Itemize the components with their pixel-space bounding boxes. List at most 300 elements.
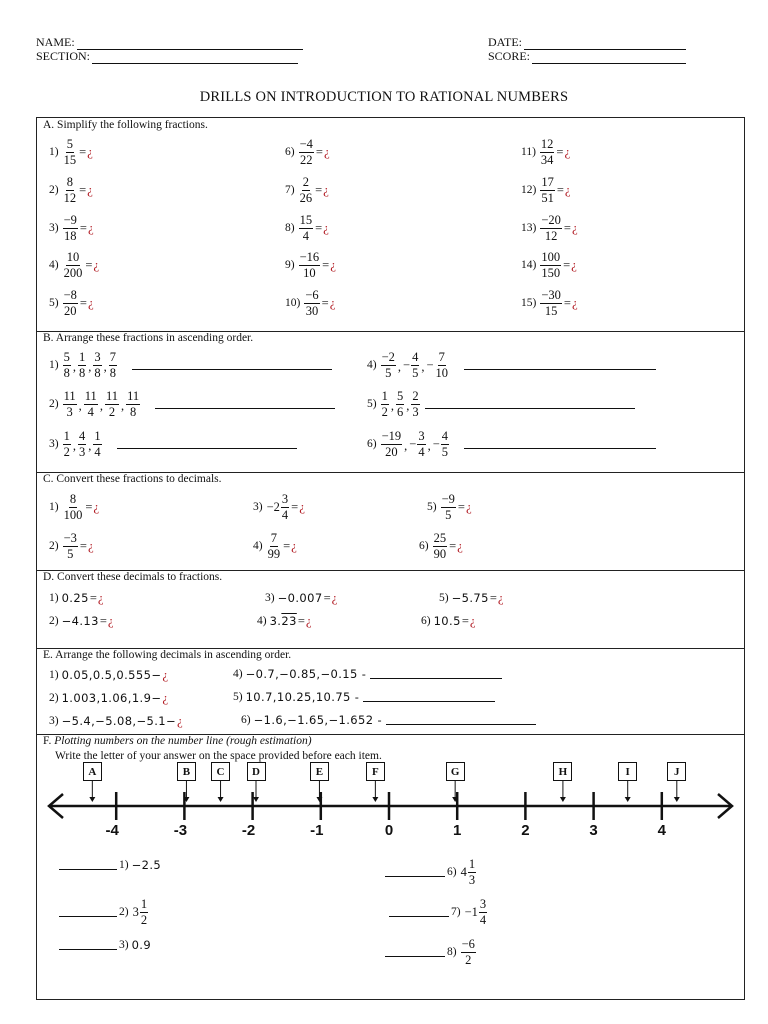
numerator: 11 [127,389,140,403]
answer-mark[interactable]: ¿ [329,295,336,310]
answer-mark[interactable]: ¿ [299,499,305,514]
minus-sign: − [432,436,440,451]
item-number: 2) [49,540,59,552]
denominator: 3 [468,872,476,887]
simplify-item [285,251,336,279]
numerator: 15 [299,213,313,227]
denominator: 12 [63,190,77,205]
section-f-instruction: Write the letter of your answer on the space provided before each item. [55,750,382,762]
fraction [540,138,555,166]
score-field[interactable] [488,49,686,64]
order-item [49,390,335,418]
item-number: 15) [521,297,537,309]
item-number: 5) [49,297,59,309]
denominator: 8 [94,365,101,380]
decimal-item [253,532,297,560]
separator: , [427,439,431,453]
equals-sign: = [79,220,87,235]
item-number: 6) [447,866,457,878]
fraction-item [49,590,104,606]
equals-sign: = [323,590,331,605]
item-number: 2) [49,398,59,410]
fraction [299,251,321,279]
plot-item [389,898,488,926]
equals-sign: = [79,144,87,159]
marker-box: G [446,762,465,781]
answer-line[interactable] [385,867,445,877]
answer-mark[interactable]: ¿ [87,182,93,197]
item-number: 6) [421,615,431,627]
denominator: 20 [385,444,398,459]
denominator: 5 [441,444,449,459]
section-b-title: B. Arrange these fractions in ascending order. [43,332,254,344]
equals-sign: = [99,613,107,628]
minus-sign: − [426,357,434,372]
simplify-item [49,214,94,242]
marker-arrowhead [674,797,680,802]
separator: , [99,399,103,413]
answer-mark[interactable]: ¿ [465,499,472,514]
fraction [63,532,78,560]
answer-line[interactable] [370,669,502,679]
numerator: 1 [78,350,86,364]
answer-mark[interactable]: ¿ [457,538,463,553]
numerator: 17 [541,175,554,189]
numerator: −16 [299,250,320,264]
decimal-order-item [49,713,183,729]
item-number: 3) [49,438,59,450]
marker-box: J [667,762,686,781]
equals-sign: = [291,499,299,514]
answer-mark[interactable]: ¿ [305,613,312,628]
item-number: 11) [521,146,536,158]
numerator: −20 [541,213,561,227]
worksheet [36,117,745,1000]
fraction [299,176,314,204]
denominator: 2 [63,444,70,459]
answer-mark[interactable]: ¿ [469,613,476,628]
answer-mark[interactable]: ¿ [93,499,100,514]
fraction [435,351,450,379]
decimal-value: 10.5 [433,614,461,628]
denominator: 99 [267,546,281,561]
numerator: 8 [66,175,73,189]
equals-sign: = [563,220,571,235]
marker-arrowhead [625,797,631,802]
denominator: 5 [445,507,452,522]
denominator: 200 [63,265,83,280]
section-f-prefix: F. [43,735,52,747]
fraction-item [421,613,476,629]
decimal-value: 3. [269,614,282,628]
answer-mark[interactable]: ¿ [87,220,94,235]
numerator: 7 [109,350,116,364]
plot-item [385,938,477,966]
separator: , [404,439,408,453]
date-field[interactable] [488,35,686,50]
item-number: 2) [119,906,129,918]
fraction [381,351,396,379]
denominator: 3 [66,404,73,419]
section-f-title-italic: Plotting numbers on the number line (rough estimation) [54,735,312,747]
denominator: 34 [540,152,554,167]
denominator: 5 [67,546,74,561]
answer-mark[interactable]: ¿ [177,713,183,728]
answer-line[interactable] [386,715,536,725]
fraction [381,390,389,418]
denominator: 22 [300,152,313,167]
numerator: −6 [461,937,475,951]
decimal-order-item [49,667,168,683]
order-item [49,430,297,458]
denominator: 15 [63,152,77,167]
simplify-item [49,289,94,317]
fraction [63,289,78,317]
decimal-item [49,493,99,521]
answer-line[interactable] [389,907,449,917]
numerator: 1 [468,857,476,871]
fraction [433,532,448,560]
fraction [479,898,487,926]
numerator: 4 [412,350,419,364]
numerator: −3 [63,531,77,545]
fraction [540,214,562,242]
answer-mark[interactable]: ¿ [497,590,504,605]
marker-box: D [247,762,266,781]
numerator: 1 [94,429,101,443]
decimal-item [419,532,463,560]
order-item [367,351,656,379]
order-item [367,390,635,418]
fraction [381,430,403,458]
separator: , [421,360,425,374]
answer-mark[interactable]: ¿ [571,220,578,235]
fraction [540,176,555,204]
marker-arrowhead [253,797,259,802]
numerator: −9 [441,492,455,506]
numerator: 4 [78,429,86,443]
item-number: 7) [451,906,461,918]
fraction [468,858,476,886]
fraction [84,390,98,418]
fraction [540,251,561,279]
decimal-item [427,493,472,521]
answer-mark[interactable]: ¿ [564,144,571,159]
numerator: 3 [281,492,289,506]
tick-label: 0 [384,822,394,839]
item-number: 7) [285,184,295,196]
numerator: 5 [66,137,73,151]
equals-sign: = [79,295,87,310]
answer-line[interactable] [464,439,656,449]
denominator: 15 [544,303,558,318]
numerator: 11 [84,389,97,403]
fraction [109,351,117,379]
denominator: 3 [78,444,86,459]
item-number: 9) [285,259,295,271]
simplify-item [285,289,336,317]
simplify-item [285,176,329,204]
answer-line[interactable] [59,860,117,870]
denominator: 51 [541,190,554,205]
item-number: 8) [285,222,295,234]
item-number: 4) [257,615,267,627]
numerator: 3 [479,897,487,911]
answer-line[interactable] [117,439,297,449]
answer-mark[interactable]: ¿ [323,144,330,159]
simplify-item [521,289,578,317]
marker-arrowhead [89,797,95,802]
denominator: 12 [544,228,558,243]
answer-line[interactable] [132,360,332,370]
denominator: 20 [64,303,77,318]
denominator: 100 [63,507,83,522]
decimal-list: 0.05,0.5,0.555− [61,668,162,682]
numerator: −2 [381,350,395,364]
simplify-item [521,251,577,279]
marker-arrowhead [372,797,378,802]
section-label: SECTION: [36,49,90,63]
whole-part: −1 [464,904,478,919]
denominator: 8 [63,365,70,380]
fraction [267,532,282,560]
fraction [93,351,101,379]
simplify-item [49,176,93,204]
marker-arrowhead [218,797,224,802]
numerator: 2 [302,175,309,189]
denominator: 150 [541,265,561,280]
equals-sign: = [79,538,87,553]
fraction-item [265,590,337,606]
numerator: 5 [396,389,404,403]
answer-mark[interactable]: ¿ [571,257,577,272]
answer-mark[interactable]: ¿ [564,182,571,197]
fraction [140,898,148,926]
whole-part: 4 [460,864,467,879]
answer-line[interactable] [59,907,117,917]
whole-part: −2 [266,499,280,514]
denominator: 4 [281,507,289,522]
item-number: 3) [253,501,263,513]
denominator: 18 [64,228,77,243]
denominator: 26 [299,190,313,205]
answer-mark[interactable]: ¿ [107,613,114,628]
tick-label: -4 [105,822,119,839]
answer-mark[interactable]: ¿ [162,690,169,705]
numerator: −6 [305,288,319,302]
answer-mark[interactable]: ¿ [323,220,329,235]
decimal-list: 10.7,10.25,10.75 - [245,690,360,704]
item-number: 4) [49,259,59,271]
answer-mark[interactable]: ¿ [291,538,297,553]
decimal-item [253,493,305,521]
numerator: 12 [540,137,554,151]
section-d-title: D. Convert these decimals to fractions. [43,571,223,583]
repeating-digits: 23 [281,614,297,628]
item-number: 5) [367,398,377,410]
order-item [367,430,656,458]
plot-value: −2.5 [131,858,162,872]
tick-label: 3 [589,822,598,839]
page-title: DRILLS ON INTRODUCTION TO RATIONAL NUMBERS [199,89,569,105]
simplify-item [49,138,93,166]
minus-sign: − [403,357,411,372]
date-label: DATE: [488,35,522,49]
item-number: 2) [49,692,59,704]
fraction [63,493,84,521]
marker-arrowhead [560,797,566,802]
fraction [540,289,562,317]
decimal-list: 1.003,1.06,1.9− [61,691,162,705]
answer-line[interactable] [385,947,445,957]
equals-sign: = [563,295,571,310]
section-field[interactable] [36,49,298,64]
numerator: 1 [63,429,70,443]
fraction [441,430,449,458]
item-number: 3) [265,592,275,604]
numerator: 7 [270,531,277,545]
separator: , [88,439,92,453]
item-number: 6) [241,714,251,726]
plot-item [59,858,161,872]
answer-mark[interactable]: ¿ [323,182,329,197]
numerator: 11 [105,389,118,403]
minus-sign: − [409,436,417,451]
denominator: 2 [140,912,148,927]
numerator: 8 [69,492,77,506]
item-number: 1) [49,501,59,513]
whole-part: 3 [132,904,139,919]
denominator: 4 [479,912,487,927]
denominator: 2 [108,404,116,419]
equals-sign: = [449,538,457,553]
numerator: 3 [418,429,425,443]
fraction-item [257,613,312,629]
equals-sign: = [489,590,497,605]
answer-mark[interactable]: ¿ [331,590,338,605]
numerator: −4 [299,137,313,151]
plot-item [385,858,477,886]
simplify-item [521,176,571,204]
equals-sign: = [321,295,329,310]
item-number: 3) [49,715,59,727]
separator: , [78,399,82,413]
item-number: 14) [521,259,537,271]
marker-box: B [177,762,196,781]
fraction [299,138,314,166]
plot-item [59,898,149,926]
separator: , [72,439,76,453]
tick-label: 4 [657,822,666,839]
fraction [93,430,101,458]
denominator: 10 [435,365,449,380]
answer-line[interactable] [425,399,635,409]
name-field[interactable] [36,35,303,50]
item-number: 1) [49,592,59,604]
fraction [441,493,456,521]
fraction [105,390,119,418]
separator: , [88,360,92,374]
equals-sign: = [283,538,291,553]
denominator: 90 [433,546,447,561]
decimal-item [49,532,94,560]
item-number: 1) [49,359,59,371]
answer-line[interactable] [464,360,656,370]
numerator: 7 [438,350,445,364]
decimal-order-item [241,713,536,727]
answer-mark[interactable]: ¿ [93,257,100,272]
equals-sign: = [89,590,97,605]
item-number: 1) [119,859,129,871]
plot-value: 0.9 [131,938,152,952]
answer-line[interactable] [363,692,495,702]
equals-sign: = [315,182,323,197]
marker-box: A [83,762,102,781]
equals-sign: = [322,257,330,272]
answer-mark[interactable]: ¿ [87,295,94,310]
plot-item [59,938,151,952]
item-number: 3) [49,222,59,234]
item-number: 13) [521,222,537,234]
item-number: 8) [447,946,457,958]
answer-mark[interactable]: ¿ [571,295,578,310]
fraction [396,390,404,418]
order-item [49,351,332,379]
answer-mark[interactable]: ¿ [162,667,169,682]
answer-line[interactable] [155,399,335,409]
answer-mark[interactable]: ¿ [330,257,336,272]
section-e-title: E. Arrange the following decimals in ascending order. [43,649,292,661]
score-line[interactable] [532,53,686,64]
decimal-list: −0.7,−0.85,−0.15 - [245,667,367,681]
decimal-value: −5.75 [451,591,489,605]
item-number: 4) [233,668,243,680]
decimal-order-item [233,667,502,681]
answer-mark[interactable]: ¿ [87,538,94,553]
decimal-order-item [233,690,495,704]
numerator: 1 [381,389,388,403]
denominator: 2 [465,952,472,967]
fraction [63,390,77,418]
fraction [299,214,314,242]
decimal-list: −5.4,−5.08,−5.1− [61,714,177,728]
numerator: 100 [541,250,561,264]
answer-mark[interactable]: ¿ [97,590,104,605]
equals-sign: = [556,182,564,197]
decimal-order-item [49,690,168,706]
simplify-item [521,138,570,166]
item-number: 5) [439,592,449,604]
denominator: 5 [412,365,419,380]
separator: , [103,360,107,374]
item-number: 1) [49,669,59,681]
denominator: 10 [303,265,316,280]
marker-box: H [553,762,572,781]
answer-mark[interactable]: ¿ [87,144,93,159]
separator: , [72,360,76,374]
numerator: −8 [63,288,77,302]
section-line[interactable] [92,53,298,64]
denominator: 6 [396,404,404,419]
answer-line[interactable] [59,940,117,950]
tick-label: -3 [173,822,188,839]
fraction [63,430,71,458]
simplify-item [521,214,578,242]
tick-label: -1 [310,822,324,839]
fraction [281,493,289,521]
equals-sign: = [461,613,469,628]
item-number: 3) [119,939,129,951]
